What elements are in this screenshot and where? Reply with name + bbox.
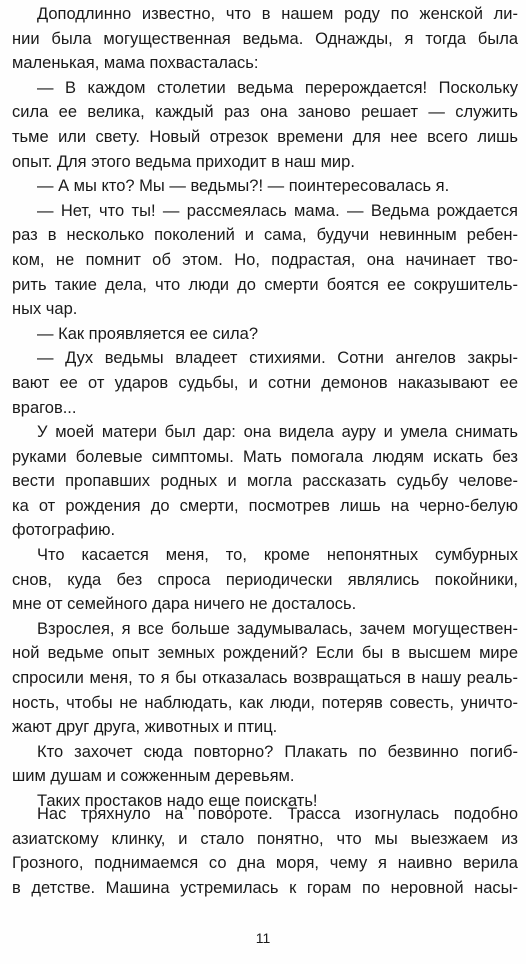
text-line: шим душам и сожженным деревьям.: [12, 767, 295, 786]
text-line: Грозного, поднимаемся со дна моря, чему я наивно верила: [12, 854, 518, 873]
text-line: раз в несколько поколений и сама, будучи невинным ребен-: [12, 226, 518, 245]
text-line: ных чар.: [12, 300, 78, 319]
text-line: — В каждом столетии ведьма перерождается! Поскольку: [37, 78, 518, 97]
text-line: Кто захочет сюда повторно? Плакать по безвинно погиб-: [37, 742, 518, 761]
text-line: маленькая, мама похвасталась:: [12, 54, 259, 73]
text-line: ком, не помнит об этом. Но, подрастая, она начинает тво-: [12, 250, 518, 269]
text-line: Таких простаков надо еще поискать!: [37, 792, 318, 810]
text-line: У моей матери был дар: она видела ауру и умела снимать: [37, 423, 518, 442]
text-line: ка от рождения до смерти, посмотрев лишь на черно-белую: [12, 496, 518, 515]
text-line: жают друг друга, животных и птиц.: [12, 718, 278, 737]
text-line: — Нет, что ты! — рассмеялась мама. — Ведьма рождается: [37, 201, 518, 220]
text-line: рить такие дела, что люди до смерти боятся ее сокрушитель-: [12, 275, 518, 294]
text-line: опыт. Для этого ведьма приходит в наш мир.: [12, 152, 355, 171]
text-line: сила ее велика, каждый раз она заново решает — служить: [12, 103, 518, 122]
text-line: снов, куда без спроса периодически являлись покойники,: [12, 570, 518, 589]
text-line: мне от семейного дара ничего не досталось.: [12, 595, 357, 614]
text-block-continuation: [12, 802, 518, 900]
text-line: врагов...: [12, 398, 77, 417]
text-line: — Дух ведьмы владеет стихиями. Сотни ангелов закры-: [37, 349, 518, 368]
text-line: ность, чтобы не наблюдать, как люди, потеряв совесть, уничто-: [12, 693, 518, 712]
text-line: Нас тряхнуло на повороте. Трасса изогнулась подобно: [37, 805, 518, 823]
text-line: вают ее от ударов судьбы, и сотни демонов наказывают ее: [12, 373, 518, 392]
text-line: — Как проявляется ее сила?: [37, 324, 259, 343]
text-line: Доподлинно известно, что в нашем роду по женской ли-: [37, 5, 518, 23]
page-number: 11: [255, 930, 271, 946]
text-line: руками болевые симптомы. Мать помогала людям искать без: [12, 447, 518, 466]
text-line: спросили меня, то я бы отказалась возвращаться в нашу реаль-: [12, 669, 518, 688]
text-line: азиатскому клинку, и стало понятно, что мы выезжаем из: [12, 829, 518, 848]
text-block-main: [12, 2, 518, 814]
text-line: вести пропавших родных и могла рассказать судьбу челове-: [12, 472, 518, 491]
text-line: ной ведьме опыт земных рождений? Если бы в высшем мире: [12, 644, 518, 663]
text-line: Взрослея, я все больше задумывалась, зачем могуществен-: [37, 619, 518, 638]
text-line: нии была могущественная ведьма. Однажды, я тогда была: [12, 29, 518, 48]
text-line: в детстве. Машина устремилась к горам по неровной насы-: [12, 878, 518, 897]
text-line: тьме или свету. Новый отрезок времени для нее всего лишь: [12, 127, 518, 146]
text-line: — А мы кто? Мы — ведьмы?! — поинтересовалась я.: [37, 177, 450, 196]
text-line: фотографию.: [12, 521, 116, 540]
text-line: Что касается меня, то, кроме непонятных сумбурных: [37, 546, 518, 565]
